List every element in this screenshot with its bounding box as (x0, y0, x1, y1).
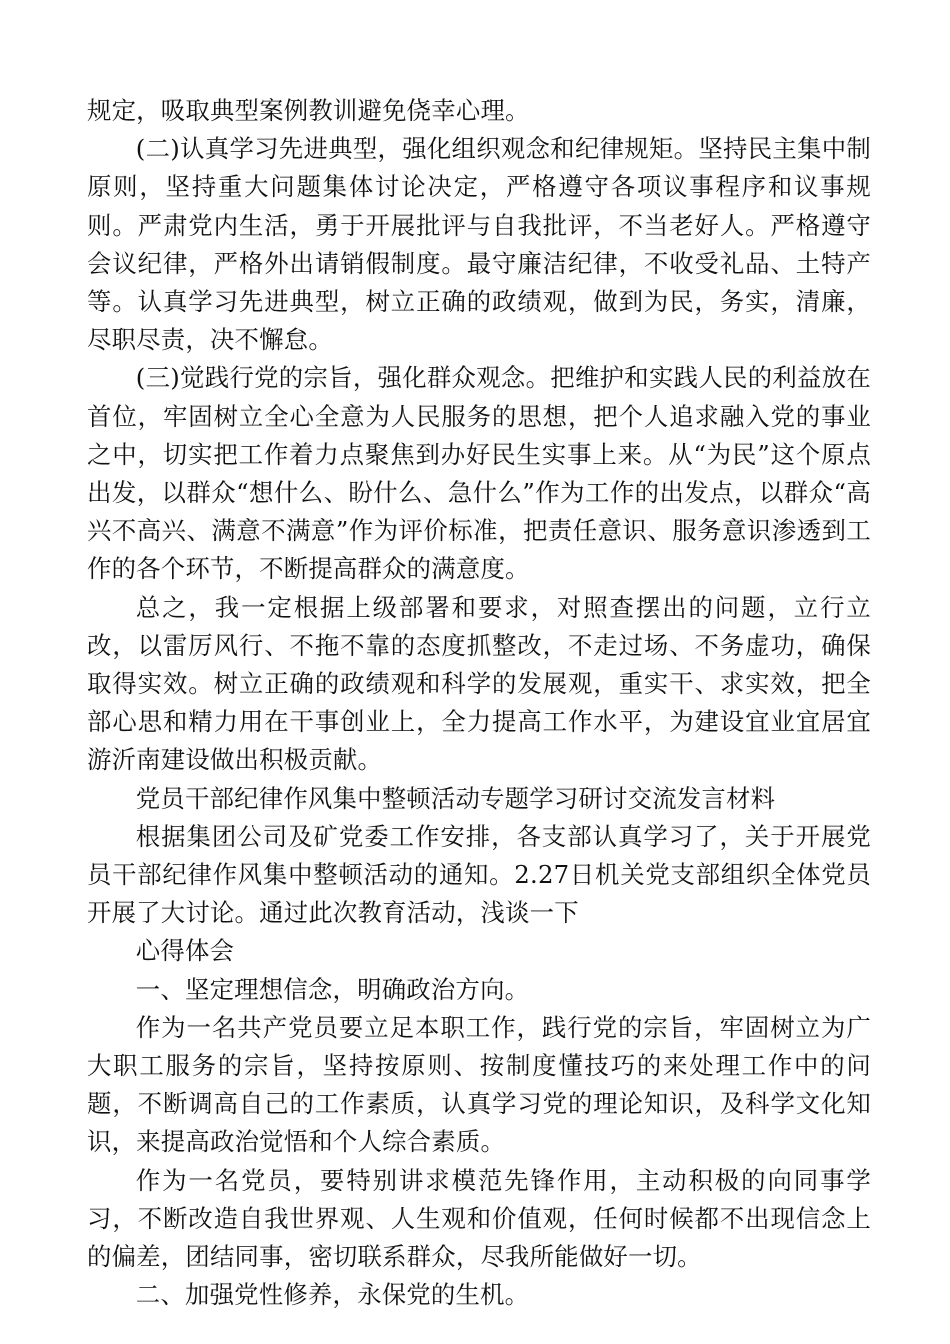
paragraph-section-three: (三)觉践行党的宗旨，强化群众观念。把维护和实践人民的利益放在首位，牢固树立全心全意为人民服务的思想，把个人追求融入党的事业之中，切实把工作着力点聚焦到办好民生实事上来。从“为民”这个原点出发，以群众“想什么、盼什么、急什么”作为工作的出发点，以群众“高兴不高兴、满意不满意”作为评价标准，把责任意识、服务意识渗透到工作的各个环节，不断提高群众的满意度。 (87, 363, 871, 584)
paragraph-vanguard-role: 作为一名党员，要特别讲求模范先锋作用，主动积极的向同事学习，不断改造自我世界观、人生观和价值观，任何时候都不出现信念上的偏差，团结同事，密切联系群众，尽我所能做好一切。 (87, 1165, 871, 1272)
section-heading-one: 一、坚定理想信念，明确政治方向。 (135, 974, 530, 1004)
paragraph-intro: 根据集团公司及矿党委工作安排，各支部认真学习了，关于开展党员干部纪律作风集中整顿活动的通知。2.27日机关党支部组织全体党员开展了大讨论。通过此次教育活动，浅谈一下 (87, 821, 871, 928)
paragraph-section-two: (二)认真学习先进典型，强化组织观念和纪律规矩。坚持民主集中制原则，坚持重大问题集体讨论决定，严格遵守各项议事程序和议事规则。严肃党内生活，勇于开展批评与自我批评，不当老好人。严格遵守会议纪律，严格外出请销假制度。最守廉洁纪律，不收受礼品、土特产等。认真学习先进典型，树立正确的政绩观，做到为民，务实，清廉，尽职尽责，决不懈怠。 (87, 134, 871, 355)
subheading-experience: 心得体会 (135, 936, 235, 966)
paragraph-party-member-duty: 作为一名共产党员要立足本职工作，践行党的宗旨，牢固树立为广大职工服务的宗旨，坚持按原则、按制度懂技巧的来处理工作中的问题，不断调高自己的工作素质，认真学习党的理论知识，及科学文化知识，来提高政治觉悟和个人综合素质。 (87, 1012, 871, 1157)
document-heading: 党员干部纪律作风集中整顿活动专题学习研讨交流发言材料 (135, 783, 776, 813)
paragraph-continuation: 规定，吸取典型案例教训避免侥幸心理。 (87, 96, 530, 125)
paragraph-summary: 总之，我一定根据上级部署和要求，对照查摆出的问题，立行立改，以雷厉风行、不拖不靠的态度抓整改，不走过场、不务虚功，确保取得实效。树立正确的政绩观和科学的发展观，重实干、求实效，把全部心思和精力用在干事创业上，全力提高工作水平，为建设宜业宜居宜游沂南建设做出积极贡献。 (87, 592, 871, 775)
section-heading-two: 二、加强党性修养，永保党的生机。 (135, 1280, 530, 1310)
document-body (87, 92, 871, 1315)
